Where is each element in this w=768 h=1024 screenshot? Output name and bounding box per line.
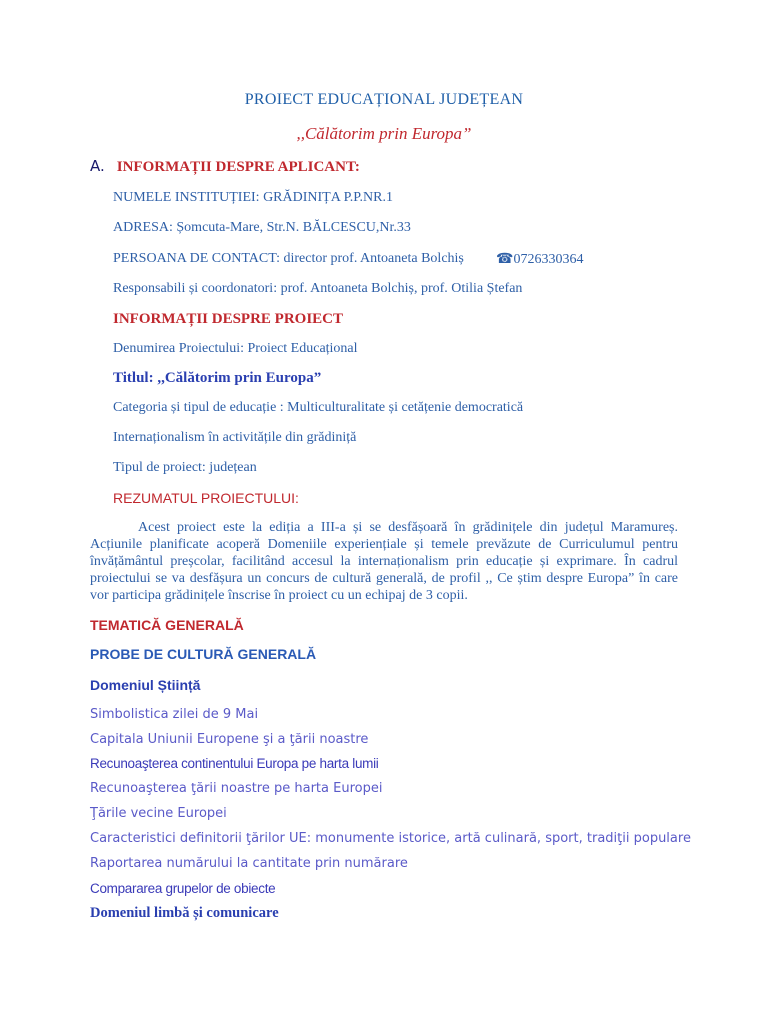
probes-heading: PROBE DE CULTURĂ GENERALĂ [90,646,317,662]
responsible-line: Responsabili și coordonatori: prof. Antoaneta Bolchiș, prof. Otilia Ștefan [113,281,523,296]
section-a-heading [90,157,360,176]
phone-number: ☎0726330364 [496,252,584,267]
list-item: Recunoaşterea ţării noastre pe harta Europei [90,781,383,796]
list-item: Capitala Uniunii Europene şi a ţării noastre [90,732,369,747]
list-item: Ţările vecine Europei [90,806,227,821]
list-item: Recunoaşterea continentului Europa pe harta lumii [90,756,379,771]
institution-line: NUMELE INSTITUȚIEI: GRĂDINIȚA P.P.NR.1 [113,190,393,205]
project-type-line: Tipul de proiect: județean [113,460,257,475]
list-item: Raportarea numărului la cantitate prin numărare [90,856,408,871]
domain-language-heading: Domeniul limbă și comunicare [90,905,279,921]
category-line: Categoria și tipul de educație : Multiculturalitate și cetățenie democratică [113,400,524,415]
project-title-line: Titlul: ,,Călătorim prin Europa” [113,370,322,386]
list-item: Simbolistica zilei de 9 Mai [90,707,259,722]
section-a-title: INFORMAȚII DESPRE APLICANT: [116,159,360,175]
summary-text: Acest proiect este la ediția a III-a și se desfășoară în grădinițele din județul Maramureș. Acțiunile planificate acoperă Domeniile experiențiale și temele prevăzute de Curriculumul pentru învățământul preșcolar, facilitând accesul la internaționalism prin educație și exprimare. În cadrul proiectului se va desfășura un concurs de cultură generală, de profil ,, Ce știm despre Europa” în care vor participa grădinițele înscrise în proiect cu un echipaj de 3 copii. [90,520,678,603]
domain-science-heading: Domeniul Știință [90,677,201,693]
contact-text: PERSOANA DE CONTACT: director prof. Antoaneta Bolchiș [113,251,464,266]
thematic-heading: TEMATICĂ GENERALĂ [90,617,244,633]
list-item: Compararea grupelor de obiecte [90,881,276,896]
document-subtitle: ,,Călătorim prin Europa” [296,124,472,143]
contact-line [113,251,673,267]
address-line: ADRESA: Șomcuta-Mare, Str.N. BĂLCESCU,Nr.33 [113,220,411,235]
summary-heading: REZUMATUL PROIECTULUI: [113,490,299,506]
project-name-line: Denumirea Proiectului: Proiect Educațional [113,341,358,356]
list-item: Caracteristici definitorii ţărilor UE: monumente istorice, artă culinară, sport, tradiţii populare [90,831,691,846]
internationalism-line: Internaționalism în activitățile din grădiniță [113,430,357,445]
project-info-heading: INFORMAȚII DESPRE PROIECT [113,311,344,327]
document-title: PROIECT EDUCAȚIONAL JUDEȚEAN [244,91,524,108]
section-letter: A. [90,157,105,175]
summary-paragraph [90,519,678,604]
